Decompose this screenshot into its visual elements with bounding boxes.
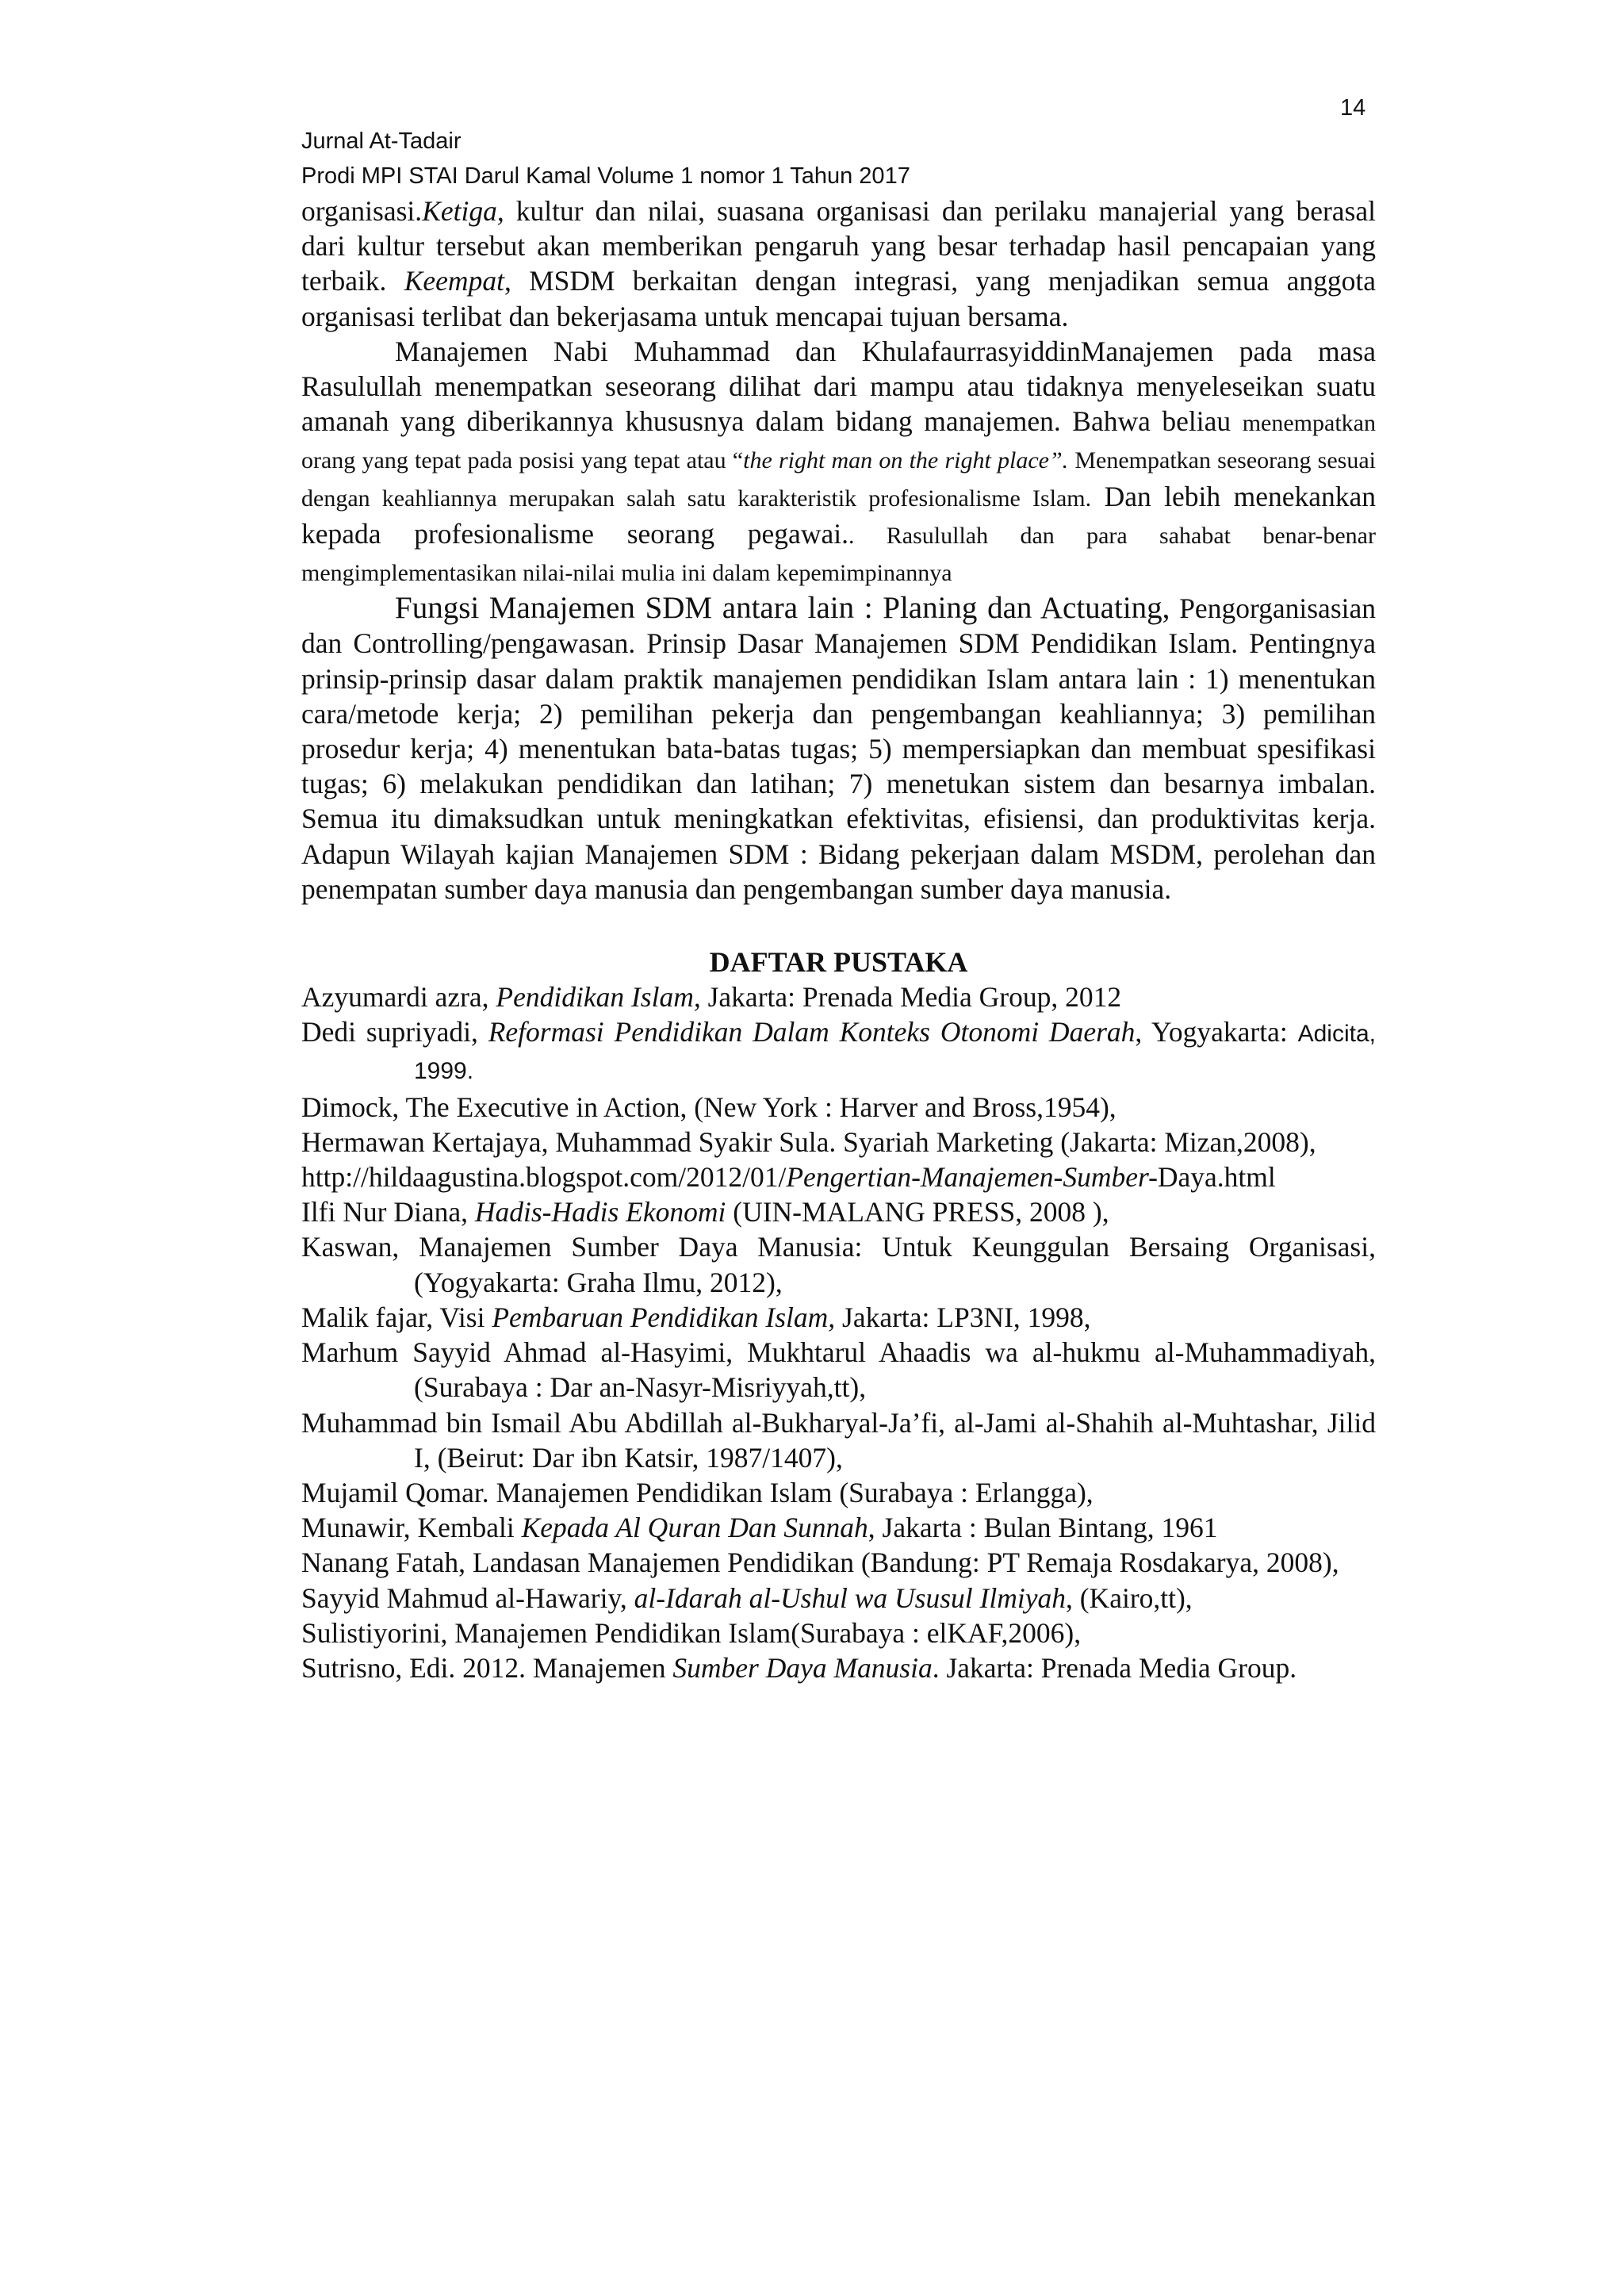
text-run: , Yogyakarta:	[1135, 1016, 1298, 1048]
text-run: Adicita, 1999.	[414, 1021, 1376, 1085]
running-header	[301, 124, 910, 194]
italic-run: Reformasi Pendidikan Dalam Konteks Otonomi Daerah	[488, 1016, 1136, 1048]
text-run: organisasi.	[301, 195, 423, 227]
italic-run: Kepada Al Quran Dan Sunnah	[521, 1512, 868, 1544]
reference-item	[301, 1194, 1376, 1229]
reference-item	[301, 979, 1376, 1014]
italic-run: Sumber Daya Manusia	[672, 1651, 933, 1684]
text-run: Daya.html	[1157, 1161, 1276, 1194]
text-run: , Jakarta : Bulan Bintang, 1961	[868, 1512, 1218, 1544]
references-heading: DAFTAR PUSTAKA	[709, 946, 968, 979]
text-run: Hermawan Kertajaya, Muhammad Syakir Sula. Syariah Marketing (Jakarta: Mizan,2008),	[301, 1125, 1316, 1158]
text-run: Nanang Fatah, Landasan Manajemen Pendidikan (Bandung: PT Remaja Rosdakarya, 2008),	[301, 1547, 1339, 1579]
paragraph-1	[301, 194, 1376, 334]
text-run: Jakarta: Prenada Media Group, 2012	[700, 981, 1122, 1014]
text-run: , MSDM berkaitan dengan integrasi, yang menjadikan semua anggota organisasi terlibat dan bekerjasama untuk mencapai tujuan bersama.	[301, 265, 1377, 332]
text-run: . Rasulullah dan para sahabat benar-benar mengimplementasikan nilai-nilai mulia ini dalam kepemimpinannya	[301, 522, 1376, 587]
text-run: Malik fajar, Visi	[301, 1301, 492, 1333]
reference-item	[301, 1616, 1376, 1650]
text-run: Dan lebih menekankan kepada profesionalisme seorang pegawai.	[301, 480, 1377, 550]
reference-list	[301, 979, 1376, 1685]
text-run: http://hildaagustina.blogspot.com/2012/01/	[301, 1161, 787, 1194]
text-run: Azyumardi azra,	[301, 981, 496, 1014]
italic-run: Hadis-Hadis Ekonomi	[474, 1196, 726, 1228]
text-run: Dedi supriyadi,	[301, 1016, 488, 1048]
text-run: kultur dan nilai, suasana organisasi dan perilaku manajerial yang berasal dari kultur tersebut akan memberikan pengaruh yang besar terhadap hasil pencapaian yang terbaik.	[301, 195, 1376, 297]
text-run: Dimock, The Executive in Action, (New York : Harver and Bross,1954),	[301, 1091, 1116, 1123]
reference-item	[301, 1159, 1376, 1194]
text-run: Manajemen Nabi Muhammad dan KhulafaurrasyiddinManajemen pada masa Rasulullah menempatkan seseorang dilihat dari mampu atau tidaknya menyeleseikan suatu amanah yang diberikannya khususnya dalam bidang manajemen. Bahwa beliau	[301, 335, 1376, 438]
text-run: , (Kairo,tt),	[1065, 1581, 1193, 1614]
reference-item	[301, 1581, 1376, 1616]
reference-item	[301, 1229, 1376, 1299]
page-content	[301, 194, 1376, 1685]
reference-item	[301, 1125, 1376, 1159]
italic-run: Pendidikan Islam,	[496, 981, 701, 1014]
text-run: Kaswan, Manajemen Sumber Daya Manusia: Untuk Keunggulan Bersaing Organisasi, (Yogyakarta: Graha Ilmu, 2012),	[301, 1231, 1376, 1298]
text-run: Munawir, Kembali	[301, 1512, 522, 1544]
italic-run: Ketiga,	[422, 195, 504, 227]
text-run: Sutrisno, Edi. 2012. Manajemen	[301, 1651, 673, 1684]
reference-item	[301, 1475, 1376, 1510]
reference-item	[301, 1335, 1376, 1405]
journal-name: Jurnal At-Tadair	[301, 128, 462, 154]
text-run: Ilfi Nur Diana,	[301, 1196, 475, 1228]
text-run: Sayyid Mahmud al-Hawariy,	[301, 1581, 634, 1614]
reference-item	[301, 1014, 1376, 1089]
paragraph-2	[301, 334, 1376, 591]
text-run: Muhammad bin Ismail Abu Abdillah al-Bukharyal-Ja’fi, al-Jami al-Shahih al-Muhtashar, Jilid I, (Beirut: Dar ibn Katsir, 1987/1407),	[301, 1406, 1376, 1474]
reference-item	[301, 1545, 1376, 1580]
reference-item	[301, 1300, 1376, 1335]
italic-run: al-Idarah al-Ushul wa Ususul Ilmiyah	[634, 1581, 1066, 1614]
text-run: . Jakarta: Prenada Media Group.	[932, 1651, 1297, 1684]
text-run: Fungsi Manajemen SDM antara lain : Planing dan Actuating,	[395, 591, 1170, 626]
paragraph-3	[301, 591, 1376, 907]
italic-run: Pembaruan Pendidikan Islam,	[492, 1301, 836, 1333]
page-number: 14	[1340, 95, 1366, 121]
reference-item	[301, 1090, 1376, 1125]
italic-run: Pengertian-Manajemen-Sumber-	[786, 1161, 1158, 1194]
reference-item	[301, 1405, 1376, 1475]
text-run: Marhum Sayyid Ahmad al-Hasyimi, Mukhtarul Ahaadis wa al-hukmu al-Muhammadiyah, (Surabaya : Dar an-Nasyr-Misriyyah,tt),	[301, 1336, 1376, 1404]
text-run: Menempatkan seseorang sesuai dengan keahliannya merupakan salah satu karakteristik profesionalisme Islam.	[301, 447, 1376, 512]
text-run: menempatkan orang yang tepat pada posisi yang tepat atau “	[301, 410, 1376, 474]
reference-item	[301, 1510, 1376, 1545]
text-run: Pengorganisasian dan Controlling/pengawasan. Prinsip Dasar Manajemen SDM Pendidikan Islam. Pentingnya prinsip-prinsip dasar dalam praktik manajemen pendidikan Islam antara lain : 1) menentukan cara/metode kerja; 2) pemilihan pekerja dan pengembangan keahliannya; 3) pemilihan prosedur kerja; 4) menentukan bata-batas tugas; 5) mempersiapkan dan membuat spesifikasi tugas; 6) melakukan pendidikan dan latihan; 7) menetukan sistem dan besarnya imbalan. Semua itu dimaksudkan untuk meningkatkan efektivitas, efisiensi, dan produktivitas kerja. Adapun Wilayah kajian Manajemen SDM : Bidang pekerjaan dalam MSDM, perolehan dan penempatan sumber daya manusia dan pengembangan sumber daya manusia.	[301, 592, 1376, 905]
journal-issue: Prodi MPI STAI Darul Kamal Volume 1 nomor 1 Tahun 2017	[301, 163, 910, 189]
italic-run: the right man on the right place”.	[743, 447, 1069, 474]
reference-item	[301, 1650, 1376, 1685]
text-run: (UIN-MALANG PRESS, 2008 ),	[726, 1196, 1109, 1228]
italic-run: Keempat	[404, 265, 504, 297]
text-run: Mujamil Qomar. Manajemen Pendidikan Islam (Surabaya : Erlangga),	[301, 1476, 1094, 1508]
text-run: Sulistiyorini, Manajemen Pendidikan Islam(Surabaya : elKAF,2006),	[301, 1616, 1082, 1649]
text-run: Jakarta: LP3NI, 1998,	[835, 1301, 1091, 1333]
